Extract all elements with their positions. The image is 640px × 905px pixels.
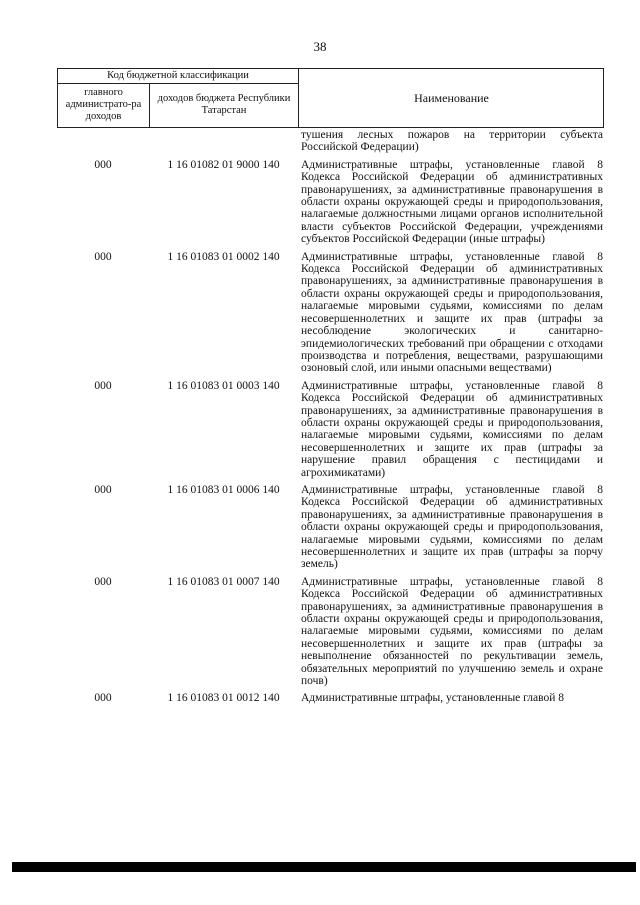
table-row — [57, 251, 604, 375]
table-row — [57, 380, 604, 479]
admin-code: 000 — [94, 158, 112, 171]
row-name: Административные штрафы, установленные главой 8 Кодекса Российской Федерации об административных правонарушениях, за административные правонарушения в области охраны окружающей среды и природопользования, налагаемые мировыми судьями, комиссиями по делам несовершеннолетних и защите их прав (штрафы за порчу земель) — [301, 483, 603, 571]
admin-code: 000 — [94, 483, 112, 496]
income-code: 1 16 01083 01 0003 140 — [167, 379, 280, 392]
table-header — [57, 68, 604, 128]
continuation-text: тушения лесных пожаров на территории субъекта Российской Федерации) — [301, 129, 603, 154]
table-row — [57, 576, 604, 688]
page-number: 38 — [313, 39, 327, 54]
income-code: 1 16 01083 01 0002 140 — [167, 250, 280, 263]
row-name: Административные штрафы, установленные главой 8 Кодекса Российской Федерации об административных правонарушениях, за административные правонарушения в области охраны окружающей среды и природопользования, налагаемые должностными лицами органов исполнительной власти субъектов Российской Федерации, учреждениями субъектов Российской Федерации (иные штрафы) — [301, 158, 603, 246]
table-row — [57, 692, 604, 704]
header-name: Наименование — [414, 91, 489, 105]
row-name: Административные штрафы, установленные главой 8 Кодекса Российской Федерации об административных правонарушениях, за административные правонарушения в области охраны окружающей среды и природопользования, налагаемые мировыми судьями, комиссиями по делам несовершеннолетних и защите их прав (штрафы за невыполнение обязанностей по рекультивации земель, обязательных мероприятий по улучшению земель и охране почв) — [301, 575, 603, 688]
income-code: 1 16 01083 01 0007 140 — [167, 575, 280, 588]
income-code: 1 16 01082 01 9000 140 — [167, 158, 280, 171]
admin-code: 000 — [94, 250, 112, 263]
row-name: Административные штрафы, установленные главой 8 Кодекса Российской Федерации об административных правонарушениях, за административные правонарушения в области охраны окружающей среды и природопользования, налагаемые мировыми судьями, комиссиями по делам несовершеннолетних и защите их прав (штрафы за нарушение правил обращения с пестицидами и агрохимикатами) — [301, 379, 603, 479]
table-row-continuation — [57, 129, 604, 154]
admin-code: 000 — [94, 575, 112, 588]
admin-code: 000 — [94, 692, 112, 705]
header-budget-classification-code: Код бюджетной классификации — [58, 69, 299, 84]
income-code: 1 16 01083 01 0012 140 — [167, 692, 280, 705]
table-row — [57, 484, 604, 571]
admin-code: 000 — [94, 379, 112, 392]
row-name: Административные штрафы, установленные главой 8 — [301, 692, 565, 705]
income-code: 1 16 01083 01 0006 140 — [167, 483, 280, 496]
row-name: Административные штрафы, установленные главой 8 Кодекса Российской Федерации об административных правонарушениях, за административные правонарушения в области охраны окружающей среды и природопользования, налагаемые мировыми судьями, комиссиями по делам несовершеннолетних и защите их прав (штрафы за несоблюдение экологических и санитарно-эпидемиологических требований при обращении с отходами производства и потребления, веществами, разрушающими озоновый слой, или иными опасными веществами) — [301, 250, 603, 375]
header-main-administrator: главного администрато-ра доходов — [58, 84, 150, 128]
header-budget-income: доходов бюджета Республики Татарстан — [150, 84, 299, 128]
table-row — [57, 159, 604, 246]
scan-edge-bar — [12, 862, 636, 872]
table-body — [57, 129, 604, 705]
